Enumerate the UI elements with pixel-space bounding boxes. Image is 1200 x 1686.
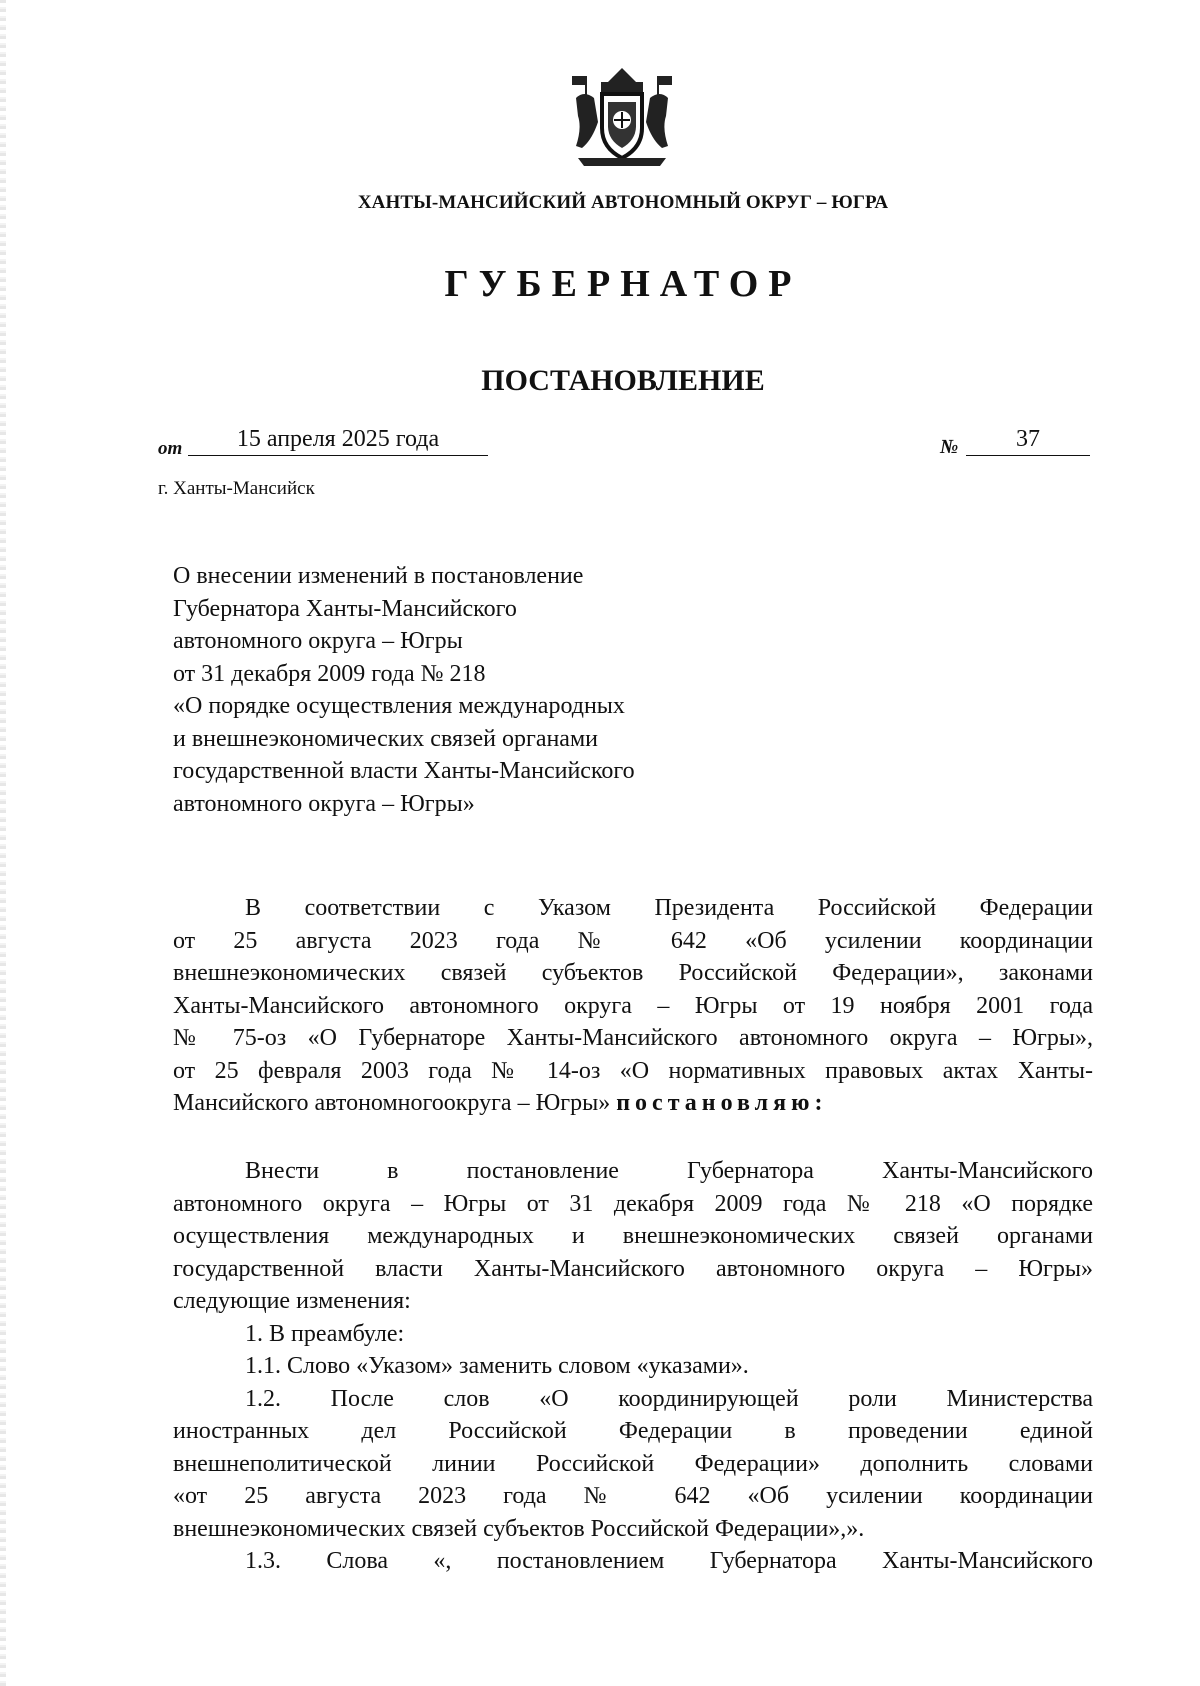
date-number-row: [158, 426, 1090, 470]
preamble-paragraph: [173, 892, 1093, 1120]
item-1-3: 1.3. Слова «, постановлением Губернатора Ханты-Мансийского: [245, 1548, 1093, 1574]
paragraph-line: внешнеэкономических связей субъектов Российской Федерации», законами: [173, 960, 1093, 986]
subject-line: и внешнеэкономических связей органами: [173, 725, 598, 752]
paragraph-line: от 25 февраля 2003 года № 14-оз «О нормативных правовых актах Ханты-: [173, 1057, 1093, 1084]
subject-line: О внесении изменений в постановление: [173, 563, 584, 589]
item-1-1: 1.1. Слово «Указом» заменить словом «указами».: [245, 1353, 749, 1379]
paragraph-line: от 25 августа 2023 года № 642 «Об усилении координации: [173, 927, 1093, 954]
paragraph-last-line: [173, 1087, 1093, 1120]
amendment-paragraph: [173, 1155, 1093, 1578]
date-label: от: [158, 438, 183, 459]
subject-line: государственной власти Ханты-Мансийского: [173, 758, 635, 784]
paragraph-text: Мансийского автономногоокруга – Югры»: [173, 1090, 611, 1116]
item-1-2-line: 1.2. После слов «О координирующей роли Министерства: [245, 1385, 1093, 1412]
item-1: 1. В преамбуле:: [245, 1320, 405, 1347]
item-1-2-line: иностранных дел Российской Федерации в проведении единой: [173, 1418, 1093, 1444]
number-label: №: [940, 436, 959, 458]
resolves-word: постановляю:: [616, 1090, 828, 1116]
item-1-2-line: «от 25 августа 2023 года № 642 «Об усилении координации: [173, 1483, 1093, 1509]
paragraph-line: Внести в постановление Губернатора Ханты-Мансийского: [245, 1158, 1093, 1184]
city-line: г. Ханты-Мансийск: [158, 478, 315, 499]
document-number: 37: [966, 426, 1090, 456]
authority-title: ГУБЕРНАТОР: [444, 263, 802, 305]
subject-line: автономного округа – Югры: [173, 628, 463, 654]
subject-line: Губернатора Ханты-Мансийского: [173, 595, 517, 622]
paragraph-line: № 75-оз «О Губернаторе Ханты-Мансийского автономного округа – Югры»,: [173, 1025, 1093, 1051]
subject-line: от 31 декабря 2009 года № 218: [173, 660, 486, 687]
document-subject: [173, 560, 873, 820]
paragraph-line: государственной власти Ханты-Мансийского автономного округа – Югры»: [173, 1255, 1093, 1282]
paragraph-last-line: следующие изменения:: [173, 1288, 411, 1314]
document-type-title: ПОСТАНОВЛЕНИЕ: [481, 364, 765, 397]
paragraph-line: В соответствии с Указом Президента Российской Федерации: [245, 895, 1093, 921]
paragraph-line: Ханты-Мансийского автономного округа – Югры от 19 ноября 2001 года: [173, 992, 1093, 1019]
region-title: ХАНТЫ-МАНСИЙСКИЙ АВТОНОМНЫЙ ОКРУГ – ЮГРА: [357, 192, 889, 213]
subject-line: автономного округа – Югры»: [173, 790, 475, 817]
subject-line: «О порядке осуществления международных: [173, 693, 625, 719]
document-date: 15 апреля 2025 года: [188, 426, 488, 456]
item-1-2-last-line: внешнеэкономических связей субъектов Российской Федерации»,».: [173, 1515, 865, 1542]
coat-of-arms-emblem: [568, 62, 676, 170]
scan-edge: [0, 0, 6, 1686]
paragraph-line: автономного округа – Югры от 31 декабря 2009 года № 218 «О порядке: [173, 1190, 1093, 1217]
paragraph-line: осуществления международных и внешнеэкономических связей органами: [173, 1223, 1093, 1249]
item-1-2-line: внешнеполитической линии Российской Федерации» дополнить словами: [173, 1450, 1093, 1477]
